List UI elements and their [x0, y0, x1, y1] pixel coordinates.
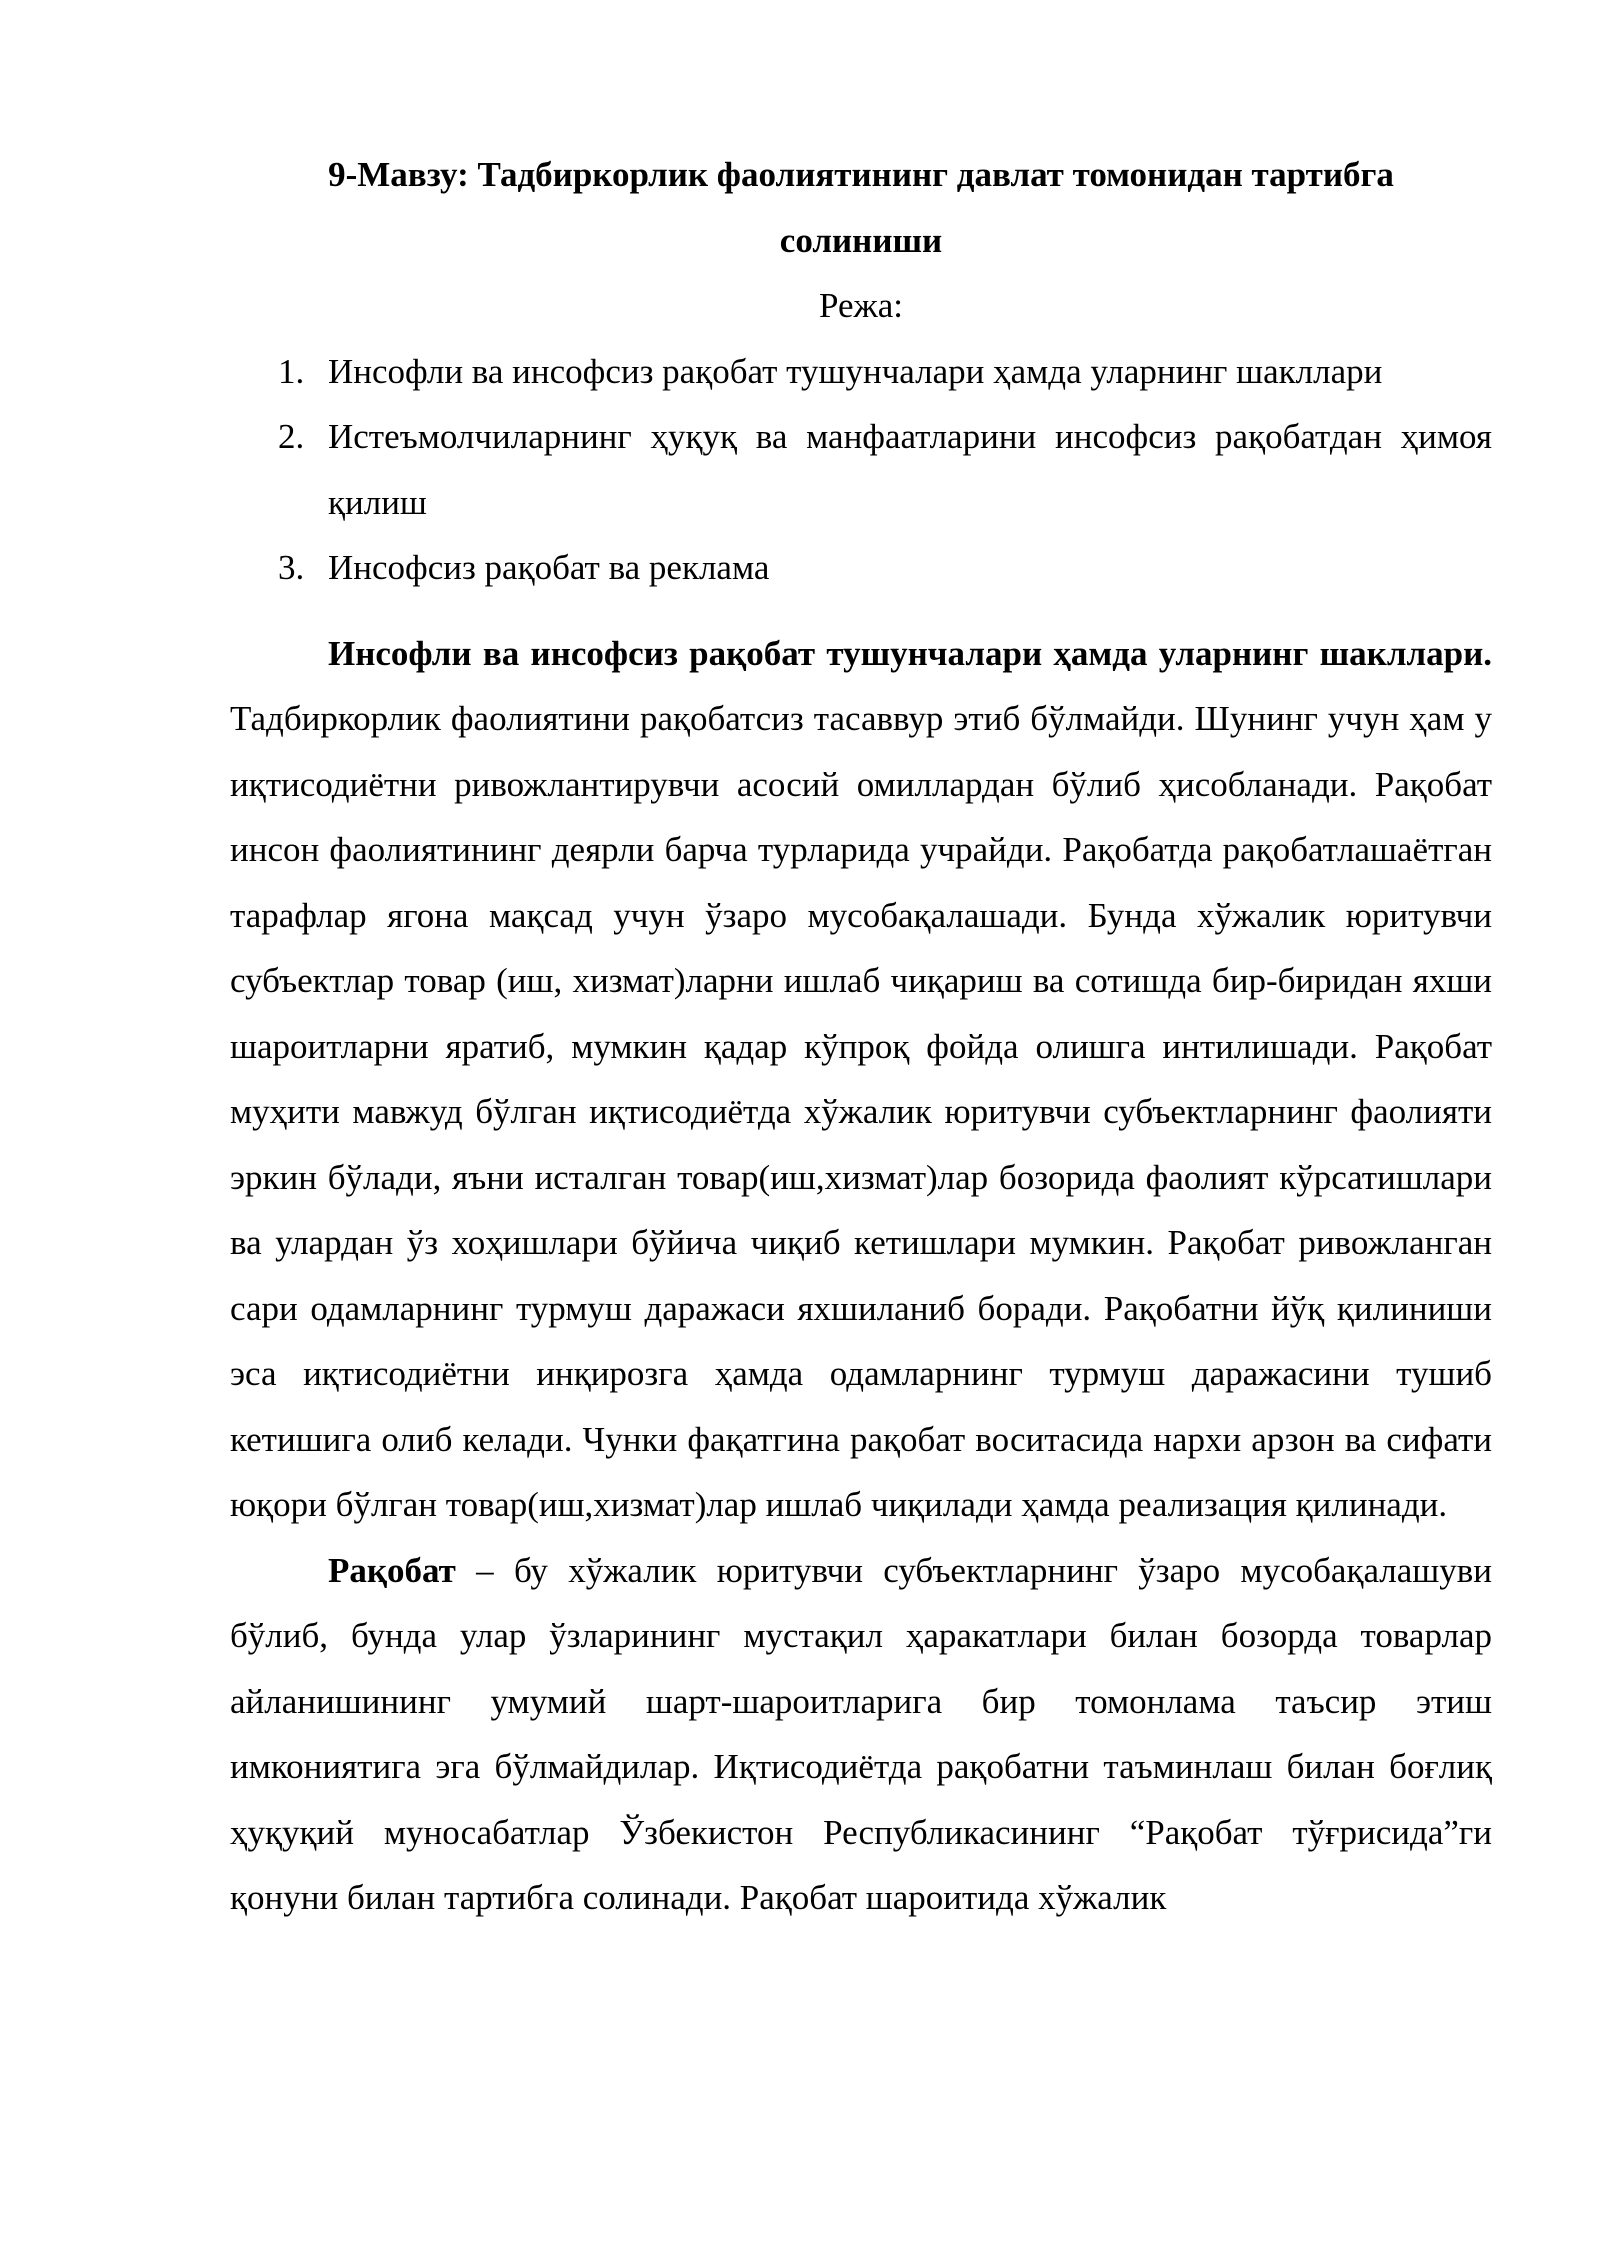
document-title: 9-Мавзу: Тадбиркорлик фаолиятининг давлат томонидан тартибга солиниши — [328, 155, 1394, 260]
plan-item — [230, 339, 1492, 405]
plan-list — [230, 339, 1492, 601]
body-paragraph — [230, 1538, 1492, 1931]
plan-item-number: 3. — [278, 548, 305, 587]
plan-item-text: Истеъмолчиларнинг ҳуқуқ ва манфаатларини инсофсиз рақобатдан ҳимоя қилиш — [328, 417, 1492, 522]
paragraph-text: Тадбиркорлик фаолиятини рақобатсиз тасаввур этиб бўлмайди. Шунинг учун ҳам у иқтисодиётни ривожлантирувчи асосий омиллардан бўлиб ҳисобланади. Рақобат инсон фаолиятининг деярли барча турларида учрайди. Рақобатда рақобатлашаётган тарафлар ягона мақсад учун ўзаро мусобақалашади. Бунда хўжалик юритувчи субъектлар товар (иш, хизмат)ларни ишлаб чиқариш ва сотишда бир-биридан яхши шароитларни яратиб, мумкин қадар кўпроқ фойда олишга интилишади. Рақобат муҳити мавжуд бўлган иқтисодиётда хўжалик юритувчи субъектларнинг фаолияти эркин бўлади, яъни исталган товар(иш,хизмат)лар бозорида фаолият кўрсатишлари ва улардан ўз хоҳишлари бўйича чиқиб кетишлари мумкин. Рақобат ривожланган сари одамларнинг турмуш даражаси яхшиланиб боради. Рақобатни йўқ қилиниши эса иқтисодиётни инқирозга ҳамда одамларнинг турмуш даражасини тушиб кетишига олиб келади. Чунки фақатгина рақобат воситасида нархи арзон ва сифати юқори бўлган товар(иш,хизмат)лар ишлаб чиқилади ҳамда реализация қилинади. — [230, 699, 1492, 1524]
plan-item-number: 1. — [278, 351, 305, 391]
paragraph-bold-lead: Рақобат — [328, 1550, 456, 1590]
body-paragraph — [230, 621, 1492, 1538]
plan-item-text: Инсофсиз рақобат ва реклама — [328, 548, 770, 587]
plan-heading: Режа: — [819, 286, 903, 325]
paragraph-text: – бу хўжалик юритувчи субъектларнинг ўзаро мусобақалашуви бўлиб, бунда улар ўзларининг мустақил ҳаракатлари билан бозорда товарлар айланишининг умумий шарт-шароитларига бир томонлама таъсир этиш имкониятига эга бўлмайдилар. Иқтисодиётда рақобатни таъминлаш билан боғлиқ ҳуқуқий муносабатлар Ўзбекистон Республикасининг “Рақобат тўғрисида”ги қонуни билан тартибга солинади. Рақобат шароитида хўжалик — [230, 1550, 1492, 1917]
plan-item-number: 2. — [278, 417, 305, 456]
plan-item — [230, 404, 1492, 535]
document-page — [230, 142, 1492, 1931]
plan-item — [230, 535, 1492, 601]
plan-item-text: Инсофли ва инсофсиз рақобат тушунчалари ҳамда уларнинг шакллари — [328, 351, 1383, 391]
paragraph-bold-lead: Инсофли ва инсофсиз рақобат тушунчалари ҳамда уларнинг шакллари. — [328, 633, 1492, 673]
